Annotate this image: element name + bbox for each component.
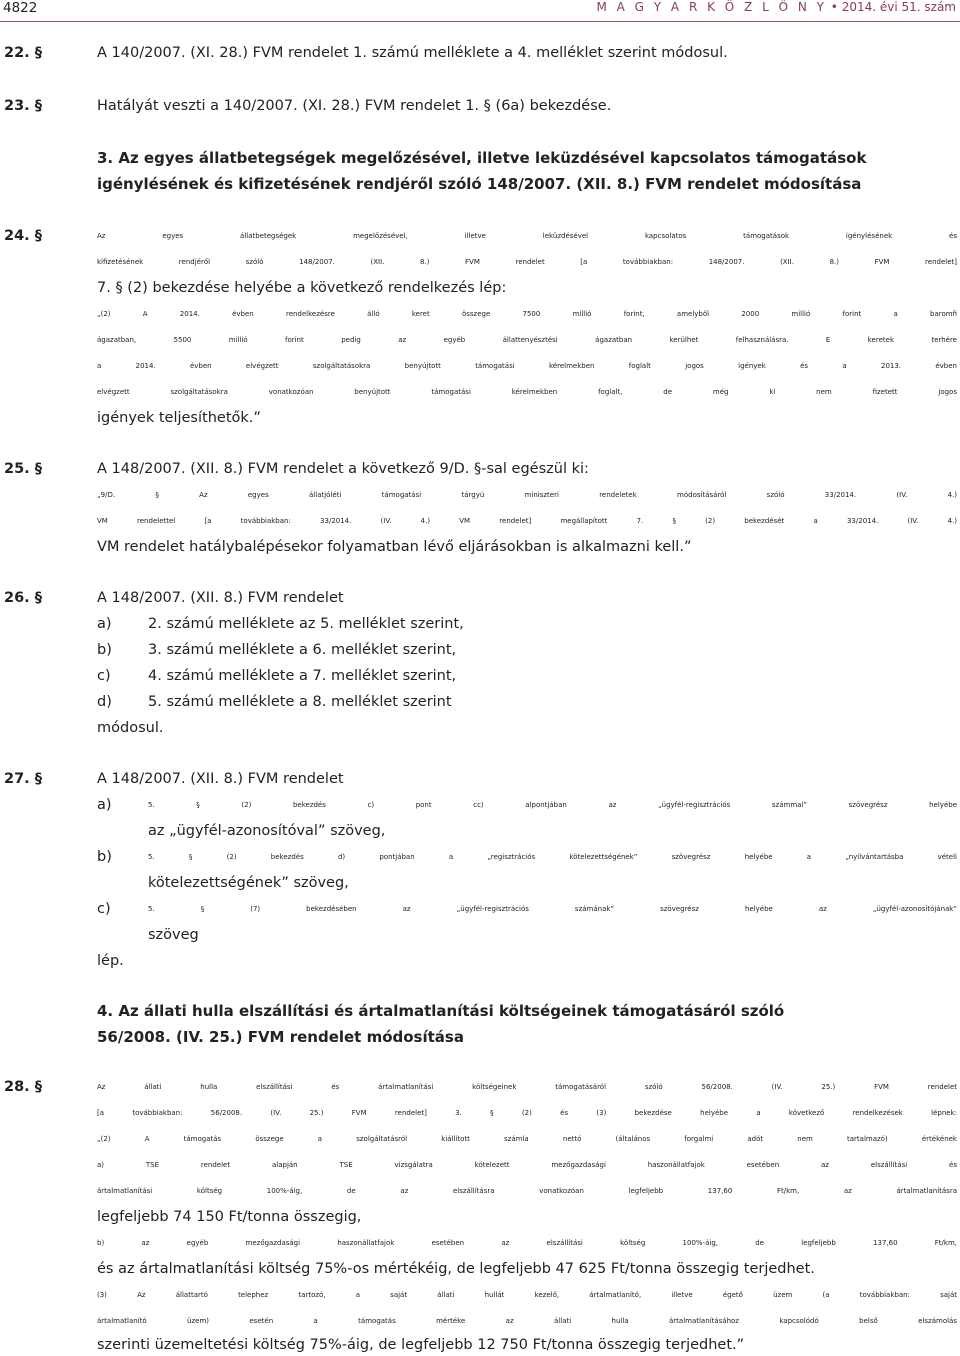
- list-item-text: 5. § (7) bekezdésében az „ügyfél-regisztrációs számának” szövegrész helyébe az „ügyfél-azonosítójának”: [148, 905, 957, 913]
- list-item-text: szöveg: [148, 927, 199, 943]
- issue-number: 2014. évi 51. szám: [841, 0, 956, 14]
- paragraph-line: Az egyes állatbetegségek megelőzésével, illetve leküzdésével kapcsolatos támogatások igénylésének és: [97, 232, 957, 240]
- paragraph-line: A 148/2007. (XII. 8.) FVM rendelet: [97, 590, 344, 606]
- section-number: 23. §: [4, 98, 42, 114]
- paragraph-line: VM rendelettel [a továbbiakban: 33/2014. (IV. 4.) VM rendelet] megállapított 7. § (2) bekezdését a 33/2014. (IV. 4.): [97, 517, 957, 525]
- page-number: 4822: [3, 0, 38, 16]
- section-number: 27. §: [4, 771, 42, 787]
- paragraph-line: legfeljebb 74 150 Ft/tonna összegig,: [97, 1209, 362, 1225]
- list-item-label: b): [97, 642, 112, 658]
- chapter-heading: igénylésének és kifizetésének rendjéről szóló 148/2007. (XII. 8.) FVM rendelet módosítása: [97, 175, 862, 193]
- paragraph-line: „9/D. § Az egyes állatjóléti támogatási tárgyú miniszteri rendeletek módosításáról szóló 33/2014. (IV. 4.): [97, 491, 957, 499]
- list-item-text: 5. § (2) bekezdés c) pont cc) alpontjában az „ügyfél-regisztrációs számmal” szövegrész helyébe: [148, 801, 957, 809]
- list-item-text: 3. számú melléklete a 6. melléklet szerint,: [148, 642, 457, 658]
- header-divider: [0, 21, 960, 22]
- page-header: [0, 0, 960, 24]
- paragraph-line: a 2014. évben elvégzett szolgáltatásokra benyújtott támogatási kérelmekben foglalt jogos igények és a 2013. évben: [97, 362, 957, 370]
- section-number: 28. §: [4, 1079, 42, 1095]
- paragraph-line: lép.: [97, 953, 124, 969]
- paragraph-line: A 148/2007. (XII. 8.) FVM rendelet: [97, 771, 344, 787]
- list-item-text: az „ügyfél-azonosítóval” szöveg,: [148, 823, 386, 839]
- paragraph-line: ártalmatlanítási költség 100%-áig, de az elszállításra vonatkozóan legfeljebb 137,60 Ft/km, az ártalmatlanításra: [97, 1187, 957, 1195]
- list-item-label: c): [97, 668, 111, 684]
- chapter-heading: 3. Az egyes állatbetegségek megelőzésével, illetve leküzdésével kapcsolatos támogatások: [97, 149, 867, 167]
- list-item-text: 5. számú melléklete a 8. melléklet szerint: [148, 694, 452, 710]
- paragraph-line: ártalmatlanító üzem) esetén a támogatás mértéke az állati hulla ártalmatlanításához kapcsolódó belső elszámolás: [97, 1317, 957, 1325]
- paragraph-line: A 148/2007. (XII. 8.) FVM rendelet a következő 9/D. §-sal egészül ki:: [97, 461, 589, 477]
- section-number: 22. §: [4, 45, 42, 61]
- list-item-text: 5. § (2) bekezdés d) pontjában a „regisztrációs kötelezettségének” szövegrész helyébe a „nyilvántartásba vételi: [148, 853, 957, 861]
- paragraph-line: módosul.: [97, 720, 164, 736]
- paragraph-text: A 140/2007. (XI. 28.) FVM rendelet 1. számú melléklete a 4. melléklet szerint módosul.: [97, 45, 728, 61]
- paragraph-line: 7. § (2) bekezdése helyébe a következő rendelkezés lép:: [97, 280, 507, 296]
- paragraph-line: ágazatban, 5500 millió forint pedig az egyéb állattenyésztési ágazatban kerülhet felhasználásra. E keretek terhére: [97, 336, 957, 344]
- paragraph-line: VM rendelet hatálybalépésekor folyamatban lévő eljárásokban is alkalmazni kell.”: [97, 539, 692, 555]
- section-number: 26. §: [4, 590, 42, 606]
- chapter-heading: 4. Az állati hulla elszállítási és ártalmatlanítási költségeinek támogatásáról szóló: [97, 1002, 785, 1020]
- paragraph-line: és az ártalmatlanítási költség 75%-os mértékéig, de legfeljebb 47 625 Ft/tonna összegig terjedhet.: [97, 1261, 815, 1277]
- publication-info: [596, 0, 956, 14]
- list-item-label: d): [97, 694, 112, 710]
- section-number: 25. §: [4, 461, 42, 477]
- list-item-label: b): [97, 849, 112, 865]
- paragraph-line: a) TSE rendelet alapján TSE vizsgálatra kötelezett mezőgazdasági haszonállatfajok esetében az elszállítási és: [97, 1161, 957, 1169]
- paragraph-line: „(2) A 2014. évben rendelkezésre álló keret összege 7500 millió forint, amelyből 2000 millió forint a baromfi: [97, 310, 957, 318]
- paragraph-line: kifizetésének rendjéről szóló 148/2007. (XII. 8.) FVM rendelet [a továbbiakban: 148/2007. (XII. 8.) FVM rendelet]: [97, 258, 957, 266]
- chapter-heading: 56/2008. (IV. 25.) FVM rendelet módosítása: [97, 1028, 464, 1046]
- list-item-label: c): [97, 901, 111, 917]
- list-item-text: kötelezettségének” szöveg,: [148, 875, 349, 891]
- list-item-text: 4. számú melléklete a 7. melléklet szerint,: [148, 668, 457, 684]
- paragraph-line: Az állati hulla elszállítási és ártalmatlanítási költségeinek támogatásáról szóló 56/2008. (IV. 25.) FVM rendelet: [97, 1083, 957, 1091]
- section-number: 24. §: [4, 228, 42, 244]
- paragraph-text: Hatályát veszti a 140/2007. (XI. 28.) FVM rendelet 1. § (6a) bekezdése.: [97, 98, 612, 114]
- paragraph-line: „(2) A támogatás összege a szolgáltatásról kiállított számla nettó (általános forgalmi adót nem tartalmazó) értékének: [97, 1135, 957, 1143]
- separator-bullet: •: [830, 0, 838, 14]
- paragraph-line: elvégzett szolgáltatásokra vonatkozóan benyújtott támogatási kérelmekben foglalt, de még ki nem fizetett jogos: [97, 388, 957, 396]
- paragraph-line: b) az egyéb mezőgazdasági haszonállatfajok esetében az elszállítási költség 100%-áig, de legfeljebb 137,60 Ft/km,: [97, 1239, 957, 1247]
- list-item-text: 2. számú melléklete az 5. melléklet szerint,: [148, 616, 464, 632]
- list-item-label: a): [97, 616, 112, 632]
- paragraph-line: (3) Az állattartó telephez tartozó, a saját állati hullát kezelő, ártalmatlanító, illetve égető üzem (a továbbiakban: saját: [97, 1291, 957, 1299]
- publication-title: M A G Y A R K Ö Z L Ö N Y: [596, 0, 827, 14]
- paragraph-line: igények teljesíthetők.”: [97, 410, 261, 426]
- paragraph-line: szerinti üzemeltetési költség 75%-áig, de legfeljebb 12 750 Ft/tonna összegig terjedhet.”: [97, 1337, 745, 1353]
- list-item-label: a): [97, 797, 112, 813]
- paragraph-line: [a továbbiakban: 56/2008. (IV. 25.) FVM rendelet] 3. § (2) és (3) bekezdése helyébe a következő rendelkezések lépnek:: [97, 1109, 957, 1117]
